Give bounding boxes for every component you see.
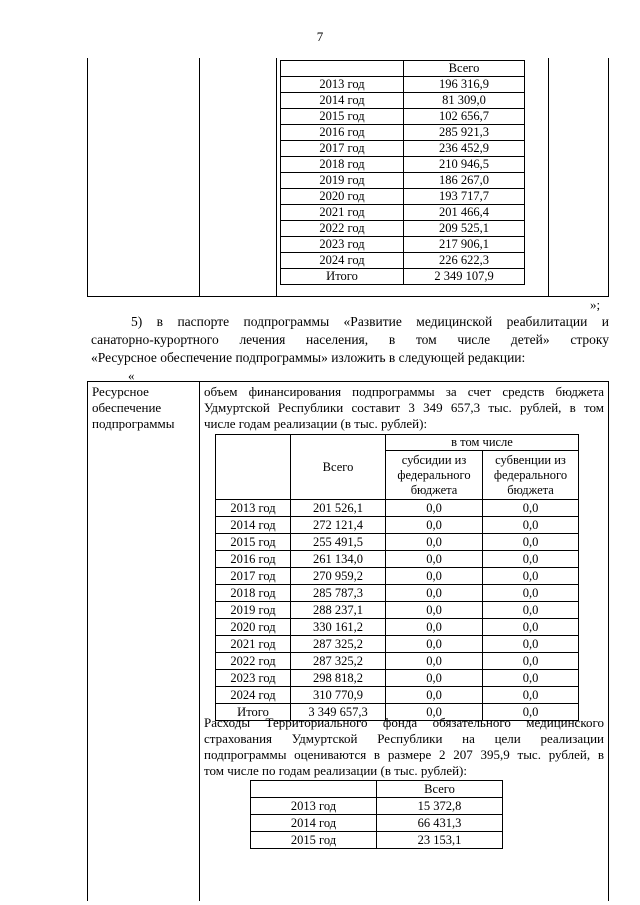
budget-financing-table bbox=[215, 434, 579, 721]
table-row bbox=[281, 157, 525, 173]
total-cell: 255 491,5 bbox=[291, 534, 386, 551]
subsidies-cell: 0,0 bbox=[386, 534, 483, 551]
row-label-line: обеспечение bbox=[92, 400, 162, 415]
subventions-cell: 0,0 bbox=[483, 517, 579, 534]
table-row bbox=[281, 109, 525, 125]
subsidies-cell: 0,0 bbox=[386, 602, 483, 619]
total-cell: 270 959,2 bbox=[291, 568, 386, 585]
value-cell: 210 946,5 bbox=[404, 157, 525, 173]
table-row bbox=[216, 670, 579, 687]
year-cell: 2016 год bbox=[216, 551, 291, 568]
total-cell: 201 526,1 bbox=[291, 500, 386, 517]
total-cell: 261 134,0 bbox=[291, 551, 386, 568]
page-number: 7 bbox=[316, 29, 324, 44]
table-row bbox=[216, 602, 579, 619]
row-label-line: подпрограммы bbox=[92, 416, 175, 431]
year-cell: 2023 год bbox=[216, 670, 291, 687]
amendment-paragraph bbox=[91, 313, 609, 367]
year-cell: 2014 год bbox=[251, 815, 377, 832]
value-cell: 209 525,1 bbox=[404, 221, 525, 237]
total-cell: 272 121,4 bbox=[291, 517, 386, 534]
subventions-cell: 0,0 bbox=[483, 704, 579, 721]
column-header-total: Всего bbox=[404, 61, 525, 77]
value-cell: 201 466,4 bbox=[404, 205, 525, 221]
table-row bbox=[216, 619, 579, 636]
closing-quote: »; bbox=[590, 297, 601, 312]
year-cell: 2015 год bbox=[281, 109, 404, 125]
paragraph-line: санаторно-курортного лечения населения, в том числе детей» строку bbox=[91, 332, 609, 347]
passport-table-divider bbox=[199, 381, 200, 901]
table-row bbox=[281, 205, 525, 221]
year-cell: 2018 год bbox=[281, 157, 404, 173]
value-cell: 236 452,9 bbox=[404, 141, 525, 157]
paragraph-line: «Ресурсное обеспечение подпрограммы» изложить в следующей редакции: bbox=[91, 350, 526, 365]
total-cell: 285 787,3 bbox=[291, 585, 386, 602]
value-cell: 186 267,0 bbox=[404, 173, 525, 189]
table-row bbox=[281, 253, 525, 269]
table-row bbox=[216, 551, 579, 568]
year-cell: 2024 год bbox=[281, 253, 404, 269]
column-header-total: Всего bbox=[291, 435, 386, 500]
total-cell: 330 161,2 bbox=[291, 619, 386, 636]
year-cell: 2024 год bbox=[216, 687, 291, 704]
subsidies-cell: 0,0 bbox=[386, 670, 483, 687]
year-cell: Итого bbox=[216, 704, 291, 721]
value-cell: 15 372,8 bbox=[377, 798, 503, 815]
total-cell: 298 818,2 bbox=[291, 670, 386, 687]
subsidies-cell: 0,0 bbox=[386, 619, 483, 636]
subventions-cell: 0,0 bbox=[483, 551, 579, 568]
table-row bbox=[216, 534, 579, 551]
row-label-line: Ресурсное bbox=[92, 384, 149, 399]
opening-quote: « bbox=[128, 368, 135, 383]
value-cell: 196 316,9 bbox=[404, 77, 525, 93]
table-row bbox=[281, 237, 525, 253]
total-cell: 287 325,2 bbox=[291, 653, 386, 670]
table-row bbox=[216, 653, 579, 670]
fund-paragraph bbox=[204, 715, 604, 779]
table-row bbox=[216, 568, 579, 585]
value-cell: 226 622,3 bbox=[404, 253, 525, 269]
subventions-cell: 0,0 bbox=[483, 568, 579, 585]
total-cell: 310 770,9 bbox=[291, 687, 386, 704]
table-row bbox=[216, 636, 579, 653]
column-header-subsidies: субсидии из федерального бюджета bbox=[386, 451, 483, 500]
fund-financing-table bbox=[250, 780, 503, 849]
year-cell: 2013 год bbox=[216, 500, 291, 517]
year-cell: 2021 год bbox=[281, 205, 404, 221]
subventions-cell: 0,0 bbox=[483, 653, 579, 670]
subsidies-cell: 0,0 bbox=[386, 704, 483, 721]
year-cell: Итого bbox=[281, 269, 404, 285]
intro-line: объем финансирования подпрограммы за счет средств бюджета bbox=[204, 384, 604, 399]
year-cell: 2022 год bbox=[281, 221, 404, 237]
subsidies-cell: 0,0 bbox=[386, 687, 483, 704]
subventions-cell: 0,0 bbox=[483, 687, 579, 704]
paragraph-line: 5) в паспорте подпрограммы «Развитие медицинской реабилитации и bbox=[131, 314, 609, 329]
year-cell: 2015 год bbox=[216, 534, 291, 551]
column-header-total: Всего bbox=[377, 781, 503, 798]
year-cell: 2023 год bbox=[281, 237, 404, 253]
table-row bbox=[251, 832, 503, 849]
table-row bbox=[216, 585, 579, 602]
fund-line: страхования Удмуртской Республики на цели реализации bbox=[204, 731, 604, 746]
year-cell: 2018 год bbox=[216, 585, 291, 602]
value-cell: 193 717,7 bbox=[404, 189, 525, 205]
fund-line: Расходы Территориального фонда обязательного медицинского bbox=[204, 715, 604, 730]
subsidies-cell: 0,0 bbox=[386, 636, 483, 653]
intro-line: Удмуртской Республики составит 3 349 657,3 тыс. рублей, в том bbox=[204, 400, 604, 415]
table-header-row bbox=[216, 435, 579, 451]
subsidies-cell: 0,0 bbox=[386, 585, 483, 602]
financing-intro bbox=[204, 384, 604, 432]
year-cell: 2016 год bbox=[281, 125, 404, 141]
total-cell: 287 325,2 bbox=[291, 636, 386, 653]
year-cell: 2020 год bbox=[216, 619, 291, 636]
subventions-cell: 0,0 bbox=[483, 636, 579, 653]
table-row bbox=[216, 517, 579, 534]
value-cell: 217 906,1 bbox=[404, 237, 525, 253]
year-cell: 2019 год bbox=[216, 602, 291, 619]
year-cell: 2015 год bbox=[251, 832, 377, 849]
table-header-row bbox=[281, 61, 525, 77]
top-table-divider bbox=[276, 58, 277, 297]
top-table-divider bbox=[199, 58, 200, 297]
value-cell: 23 153,1 bbox=[377, 832, 503, 849]
subventions-cell: 0,0 bbox=[483, 602, 579, 619]
subsidies-cell: 0,0 bbox=[386, 551, 483, 568]
subsidies-cell: 0,0 bbox=[386, 517, 483, 534]
subventions-cell: 0,0 bbox=[483, 670, 579, 687]
year-cell: 2022 год bbox=[216, 653, 291, 670]
total-cell: 3 349 657,3 bbox=[291, 704, 386, 721]
table-row bbox=[281, 93, 525, 109]
table-row bbox=[251, 815, 503, 832]
table-header-row bbox=[251, 781, 503, 798]
fund-line: подпрограммы оцениваются в размере 2 207 395,9 тыс. рублей, в bbox=[204, 747, 604, 762]
value-cell: 285 921,3 bbox=[404, 125, 525, 141]
year-cell: 2019 год bbox=[281, 173, 404, 189]
subsidies-cell: 0,0 bbox=[386, 653, 483, 670]
table-row bbox=[281, 189, 525, 205]
table-row bbox=[281, 269, 525, 285]
column-header-subventions: субвенции из федерального бюджета bbox=[483, 451, 579, 500]
year-cell: 2021 год bbox=[216, 636, 291, 653]
top-financing-table bbox=[280, 60, 525, 285]
subventions-cell: 0,0 bbox=[483, 534, 579, 551]
table-row bbox=[281, 221, 525, 237]
year-cell: 2020 год bbox=[281, 189, 404, 205]
subventions-cell: 0,0 bbox=[483, 619, 579, 636]
total-cell: 288 237,1 bbox=[291, 602, 386, 619]
year-cell: 2013 год bbox=[251, 798, 377, 815]
year-cell: 2017 год bbox=[216, 568, 291, 585]
fund-line: том числе по годам реализации (в тыс. рублей): bbox=[204, 763, 468, 778]
subventions-cell: 0,0 bbox=[483, 500, 579, 517]
year-cell: 2014 год bbox=[216, 517, 291, 534]
table-row bbox=[281, 125, 525, 141]
table-row bbox=[281, 173, 525, 189]
year-cell: 2014 год bbox=[281, 93, 404, 109]
value-cell: 2 349 107,9 bbox=[404, 269, 525, 285]
table-row bbox=[281, 77, 525, 93]
intro-line: числе годам реализации (в тыс. рублей): bbox=[204, 416, 428, 431]
subsidies-cell: 0,0 bbox=[386, 568, 483, 585]
table-row bbox=[281, 141, 525, 157]
column-group-header: в том числе bbox=[386, 435, 579, 451]
subsidies-cell: 0,0 bbox=[386, 500, 483, 517]
year-cell: 2017 год bbox=[281, 141, 404, 157]
value-cell: 81 309,0 bbox=[404, 93, 525, 109]
row-label bbox=[92, 384, 196, 432]
table-row bbox=[216, 687, 579, 704]
year-cell: 2013 год bbox=[281, 77, 404, 93]
table-row bbox=[216, 500, 579, 517]
subventions-cell: 0,0 bbox=[483, 585, 579, 602]
table-row bbox=[251, 798, 503, 815]
value-cell: 66 431,3 bbox=[377, 815, 503, 832]
top-table-divider bbox=[548, 58, 549, 297]
value-cell: 102 656,7 bbox=[404, 109, 525, 125]
